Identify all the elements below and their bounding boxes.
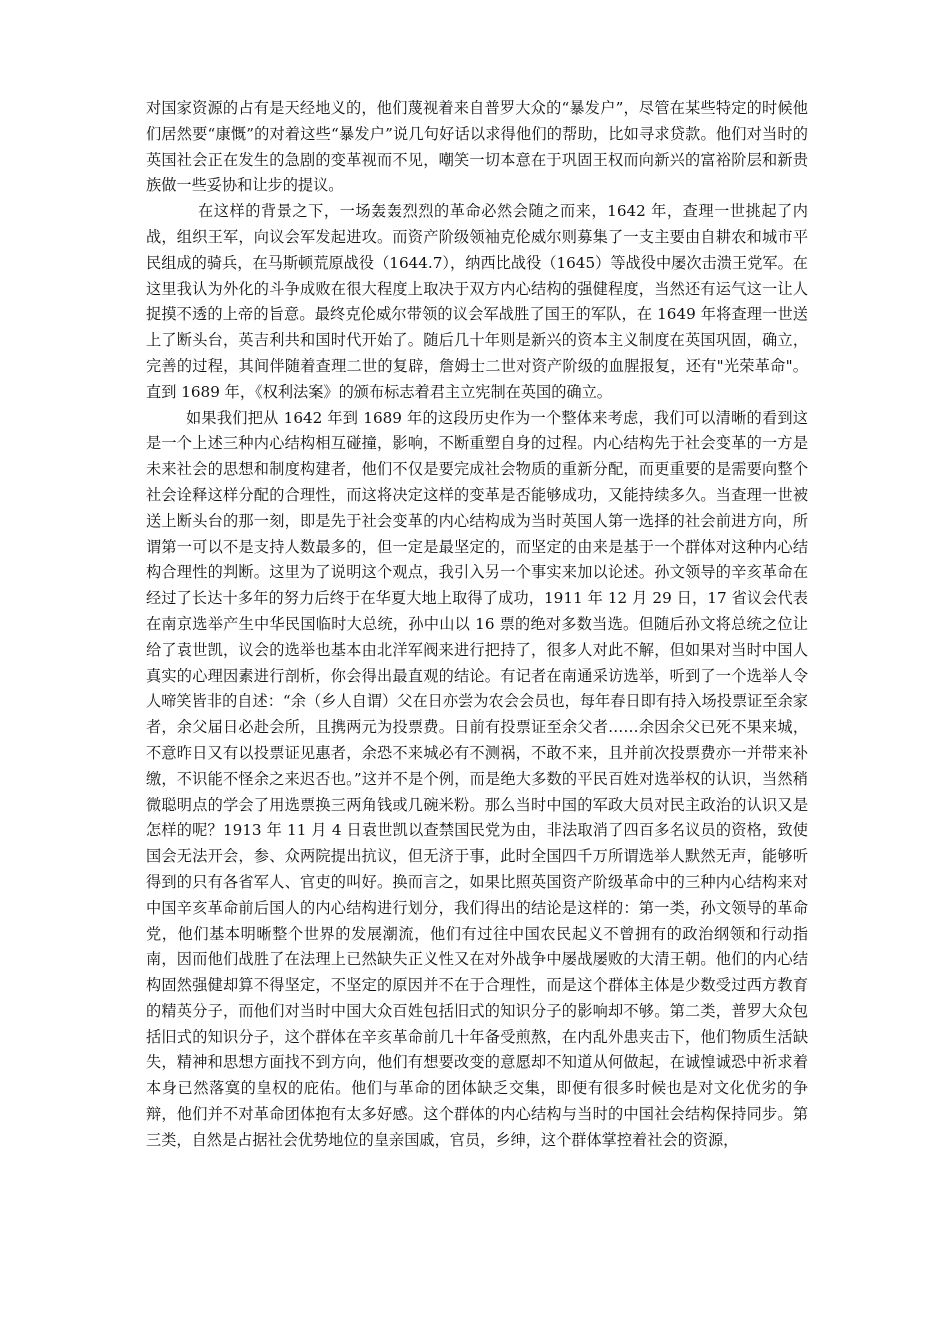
- paragraph-continuation: 对国家资源的占有是天经地义的，他们蔑视着来自普罗大众的“暴发户”，尽管在某些特定的时候他们居然要“康慨”的对着这些“暴发户”说几句好话以求得他们的帮助，比如寻求贷款。他们对当时的英国社会正在发生的急剧的变革视而不见，嘲笑一切本意在于巩固王权而向新兴的富裕阶层和新贵族做一些妥协和让步的提议。: [146, 99, 808, 195]
- document-page: [146, 96, 808, 1154]
- paragraph-english-revolution: 在这样的背景之下，一场轰轰烈烈的革命必然会随之而来，1642 年，查理一世挑起了内战，组织王军，向议会军发起进攻。而资产阶级领袖克伦威尔则募集了一支主要由自耕农和城市平民组成的骑兵，在马斯顿荒原战役（1644.7），纳西比战役（1645）等战役中屡次击溃王党军。在这里我认为外化的斗争成败在很大程度上取决于双方内心结构的强健程度，当然还有运气这一让人捉摸不透的上帝的旨意。最终克伦威尔带领的议会军战胜了国王的军队，在 1649 年将查理一世送上了断头台，英吉利共和国时代开始了。随后几十年则是新兴的资本主义制度在英国巩固，确立，完善的过程，其间伴随着查理二世的复辟，詹姆士二世对资产阶级的血腥报复，还有"光荣革命"。直到 1689 年，《权利法案》的颁布标志着君主立宪制在英国的确立。: [146, 202, 808, 401]
- paragraph-comparison: 如果我们把从 1642 年到 1689 年的这段历史作为一个整体来考虑，我们可以清晰的看到这是一个上述三种内心结构相互碰撞，影响，不断重塑自身的过程。内心结构先于社会变革的一方是未来社会的思想和制度构建者，他们不仅是要完成社会物质的重新分配，而更重要的是需要向整个社会诠释这样分配的合理性，而这将决定这样的变革是否能够成功，又能持续多久。当查理一世被送上断头台的那一刻，即是先于社会变革的内心结构成为当时英国人第一选择的社会前进方向，所谓第一可以不是支持人数最多的，但一定是最坚定的，而坚定的由来是基于一个群体对这种内心结构合理性的判断。这里为了说明这个观点，我引入另一个事实来加以论述。孙文领导的辛亥革命在经过了长达十多年的努力后终于在华夏大地上取得了成功，1911 年 12 月 29 日，17 省议会代表在南京选举产生中华民国临时大总统，孙中山以 16 票的绝对多数当选。但随后孙文将总统之位让给了袁世凯，议会的选举也基本由北洋军阀来进行把持了，很多人对此不解，但如果对当时中国人真实的心理因素进行剖析，你会得出最直观的结论。有记者在南通采访选举，听到了一个选举人令人啼笑皆非的自述：“余（乡人自谓）父在日亦尝为农会会员也，每年春日即有持入场投票证至余家者，余父届日必赴会所，且携两元为投票费。日前有投票证至余父者……余因余父已死不果来城，不意昨日又有以投票证见惠者，余恐不来城必有不测祸，不敢不来，且并前次投票费亦一并带来补缴，不识能不怪余之来迟否也。”这并不是个例，而是绝大多数的平民百姓对选举权的认识，当然稍微聪明点的学会了用选票换三两角钱或几碗米粉。那么当时中国的军政大员对民主政治的认识又是怎样的呢？1913 年 11 月 4 日袁世凯以查禁国民党为由，非法取消了四百多名议员的资格，致使国会无法开会，参、众两院提出抗议，但无济于事，此时全国四千万所谓选举人默然无声，能够听得到的只有各省军人、官吏的叫好。换而言之，如果比照英国资产阶级革命中的三种内心结构来对中国辛亥革命前后国人的内心结构进行划分，我们得出的结论是这样的：第一类，孙文领导的革命党，他们基本明晰整个世界的发展潮流，他们有过往中国农民起义不曾拥有的政治纲领和行动指南，因而他们战胜了在法理上已然缺失正义性又在对外战争中屡战屡败的大清王朝。他们的内心结构固然强健却算不得坚定，不坚定的原因并不在于合理性，而是这个群体主体是少数受过西方教育的精英分子，而他们对当时中国大众百姓包括旧式的知识分子的影响却不够。第二类，普罗大众包括旧式的知识分子，这个群体在辛亥革命前几十年备受煎熬，在内乱外患夹击下，他们物质生活缺失，精神和思想方面找不到方向，他们有想要改变的意愿却不知道从何做起，在诚惶诚恐中祈求着本身已然落寞的皇权的庇佑。他们与革命的团体缺乏交集，即便有很多时候也是对文化优劣的争辩，他们并不对革命团体抱有太多好感。这个群体的内心结构与当时的中国社会结构保持同步。第三类，自然是占据社会优势地位的皇亲国戚，官员，乡绅，这个群体掌控着社会的资源，: [146, 408, 808, 1149]
